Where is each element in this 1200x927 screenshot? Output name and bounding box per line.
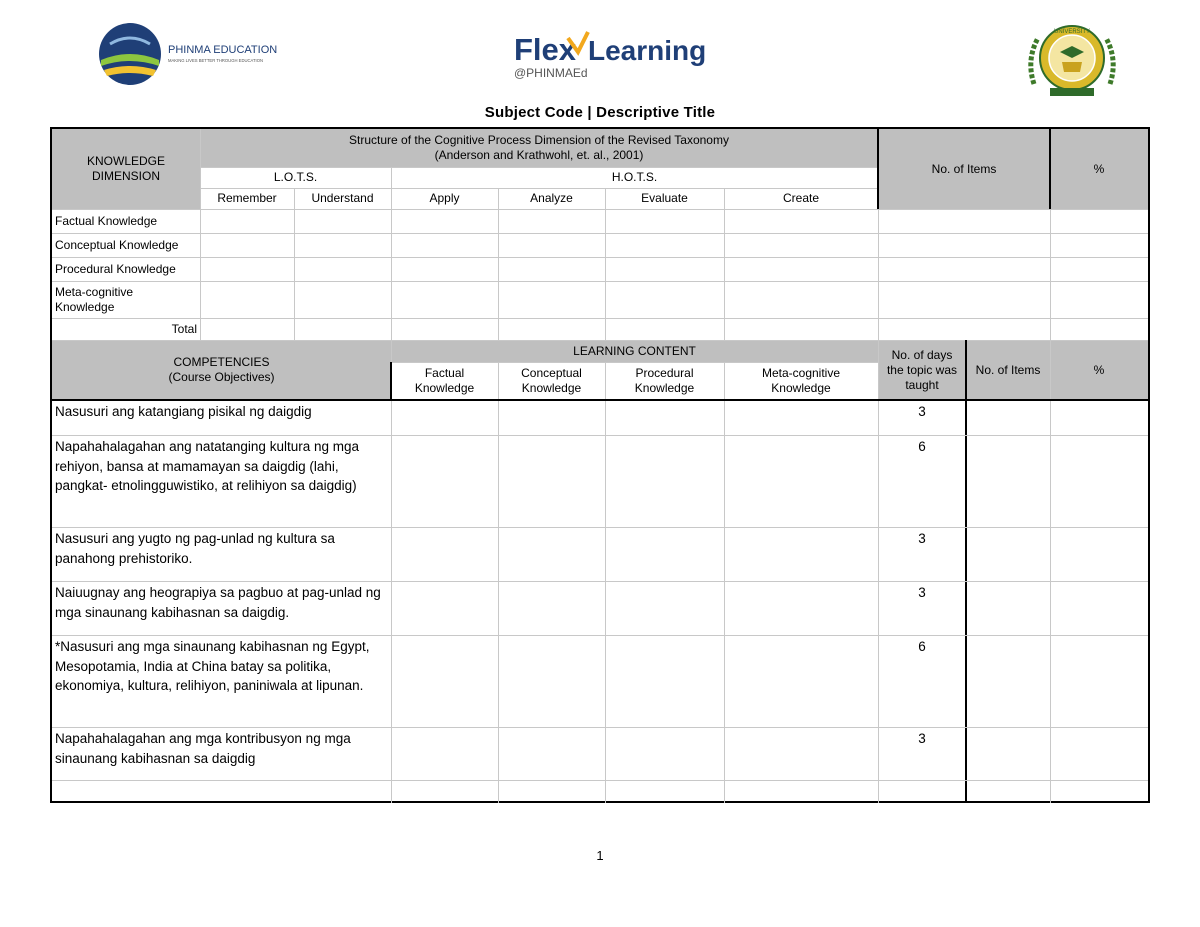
days-row-1: 3 [918,404,926,419]
grid-line [498,362,499,803]
table-of-specifications [50,127,1150,803]
grid-line [498,188,499,340]
grid-line [878,340,879,803]
grid-line [200,167,878,168]
grid-line [965,340,967,803]
competency-row-1: Nasusuri ang katangiang pisikal ng daigdig [55,404,312,419]
days-row-5: 6 [918,639,926,654]
level-remember: Remember [217,191,277,205]
content-procedural: Procedural Knowledge [634,366,695,395]
grid-line [52,340,1148,341]
svg-text:@PHINMAEd: @PHINMAEd [514,66,588,80]
competency-percent-header: % [1050,340,1148,400]
level-understand: Understand [311,191,374,205]
svg-text:UNIVERSITY: UNIVERSITY [1053,29,1091,35]
grid-line [724,362,725,803]
grid-line [1049,129,1051,209]
competency-row-2: Napahahalagahan ang natatanging kultura ng mga rehiyon, bansa at mamamayan sa daigdig (lahi, pangkat- etnolingguwistiko, at relihiyon sa daigdig) [55,439,359,493]
page-number: 1 [596,848,604,863]
row-factual-knowledge: Factual Knowledge [55,213,158,228]
svg-text:MAKING LIVES BETTER THROUGH ED: MAKING LIVES BETTER THROUGH EDUCATION [168,58,264,63]
grid-line [724,188,725,340]
days-row-3: 3 [918,531,926,546]
competency-items-header: No. of Items [966,340,1050,400]
content-factual: Factual Knowledge [414,366,475,395]
level-create: Create [782,191,820,205]
grid-line [200,129,201,340]
grid-line [877,129,879,209]
cognitive-structure-header: Structure of the Cognitive Process Dimension of the Revised Taxonomy (Anderson and Krathwohl, et. al., 2001) [200,129,878,167]
grid-line [52,318,1148,319]
grid-line [391,340,392,362]
grid-line [52,233,1148,234]
grid-line [52,581,1148,582]
grid-line [294,188,295,340]
competency-row-4: Naiuugnay ang heograpiya sa pagbuo at pag-unlad ng mga sinaunang kabihasnan sa daigdig. [55,585,381,620]
days-row-4: 3 [918,585,926,600]
grid-line [1050,209,1051,340]
grid-line [605,362,606,803]
flexlearning-logo [512,30,707,82]
svg-text:Flex: Flex [514,32,577,67]
grid-line [52,435,1148,436]
grid-line [52,399,1148,401]
grid-line [52,635,1148,636]
content-conceptual: Conceptual Knowledge [521,366,582,395]
grid-line [605,188,606,340]
knowledge-dimension-header: KNOWLEDGE DIMENSION [52,129,200,209]
days-taught-header: No. of days the topic was taught [878,340,966,400]
row-procedural-knowledge: Procedural Knowledge [55,261,176,276]
content-metacognitive: Meta-cognitive Knowledge [761,366,841,395]
grid-line [200,188,878,189]
university-seal-logo [1024,22,1120,98]
phinma-education-logo [98,20,298,88]
grid-line [391,400,392,803]
grid-line [52,727,1148,728]
lots-header: L.O.T.S. [273,170,318,184]
row-total: Total [171,321,197,336]
competency-row-3: Nasusuri ang yugto ng pag-unlad ng kultura sa panahong prehistoriko. [55,531,335,566]
grid-line [1050,340,1051,803]
grid-line [52,780,1148,781]
competency-row-5: *Nasusuri ang mga sinaunang kabihasnan ng Egypt, Mesopotamia, India at China batay sa politika, ekonomiya, kultura, relihiyon, paniniwala at lipunan. [55,639,370,693]
svg-text:Learning: Learning [588,35,707,66]
competencies-header: COMPETENCIES (Course Objectives) [52,340,391,400]
days-row-6: 3 [918,731,926,746]
learning-content-header: LEARNING CONTENT [391,340,878,362]
grid-line [52,257,1148,258]
hots-header: H.O.T.S. [611,170,658,184]
tos-percent-header: % [1050,129,1148,209]
grid-line [878,209,879,340]
row-conceptual-knowledge: Conceptual Knowledge [55,237,179,252]
page-title: Subject Code | Descriptive Title [484,104,716,121]
grid-line [391,362,878,363]
days-row-2: 6 [918,439,926,454]
grid-line [52,281,1148,282]
level-evaluate: Evaluate [641,191,688,205]
grid-line [52,527,1148,528]
grid-line [391,167,392,340]
level-apply: Apply [429,191,460,205]
svg-text:PHINMA EDUCATION: PHINMA EDUCATION [168,44,278,56]
competency-row-6: Napahahalagahan ang mga kontribusyon ng mga sinaunang kabihasnan sa daigdig [55,731,351,766]
level-analyze: Analyze [530,191,573,205]
grid-line [390,362,392,400]
tos-items-header: No. of Items [878,129,1050,209]
grid-line [52,209,1148,210]
row-metacognitive-knowledge: Meta-cognitive Knowledge [55,284,134,314]
